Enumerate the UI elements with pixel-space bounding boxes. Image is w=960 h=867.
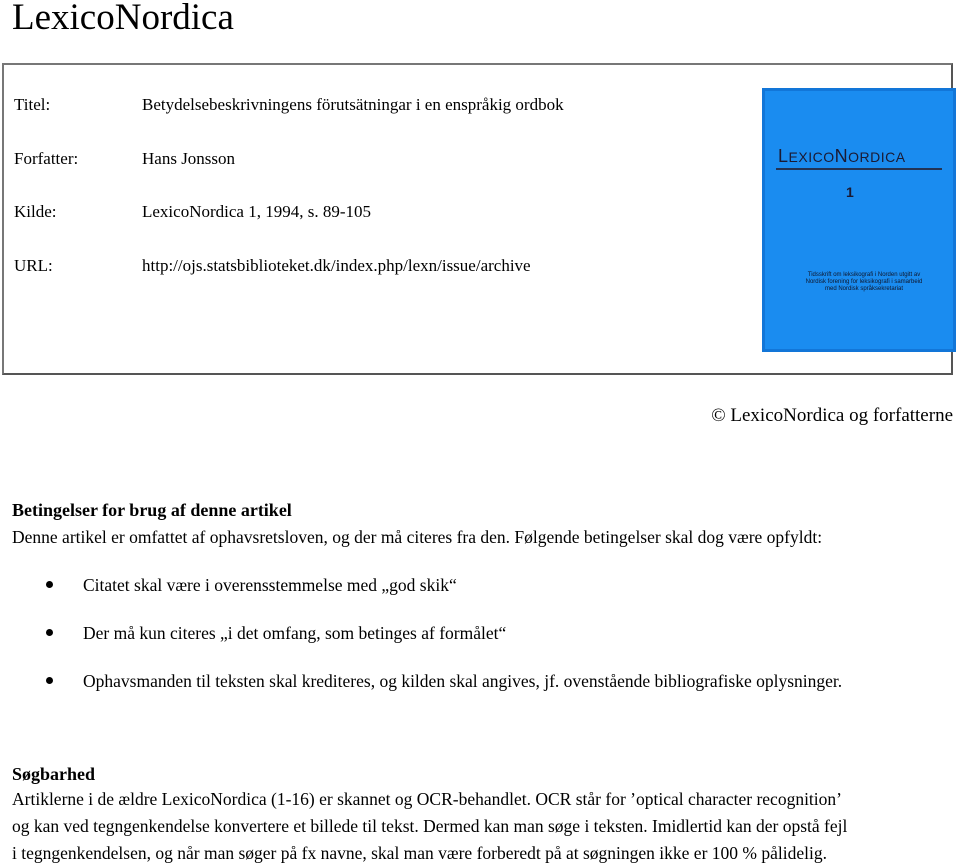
search-heading: Søgbarhed <box>12 764 96 784</box>
terms-heading: Betingelser for brug af denne artikel <box>12 500 292 520</box>
search-line: og kan ved tegngenkendelse konvertere et billede til tekst. Dermed kan man søge i teksten. Imidlertid kan der opstå fejl <box>12 816 848 836</box>
cover-title: LEXICONORDICA <box>778 146 906 166</box>
metadata-value: Hans Jonsson <box>142 149 236 168</box>
metadata-value: LexicoNordica 1, 1994, s. 89-105 <box>142 202 371 221</box>
journal-cover-image <box>762 88 956 352</box>
metadata-label: Forfatter: <box>14 149 79 168</box>
bullet-icon <box>46 581 53 588</box>
metadata-label: URL: <box>14 256 53 275</box>
metadata-url-link[interactable]: http://ojs.statsbiblioteket.dk/index.php/lexn/issue/archive <box>142 256 531 275</box>
search-line: i tegngenkendelsen, og når man søger på fx navne, skal man være forberedt på at søgningen ikke er 100 % pålidelig. <box>12 843 827 863</box>
search-line: Artiklerne i de ældre LexicoNordica (1-16) er skannet og OCR-behandlet. OCR står for ’optical character recognition’ <box>12 789 842 809</box>
metadata-label: Kilde: <box>14 202 57 221</box>
bullet-icon <box>46 629 53 636</box>
site-title: LexicoNordica <box>12 0 234 38</box>
cover-rule <box>776 168 942 170</box>
cover-subtitle: Tidsskrift om leksikografi i Norden utgitt av Nordisk forening for leksikografi i samarbeid med Nordisk språksekretariat <box>805 272 923 292</box>
cover-issue-number: 1 <box>846 184 854 200</box>
copyright-notice: © LexicoNordica og forfatterne <box>711 405 953 426</box>
metadata-value: Betydelsebeskrivningens förutsätningar i en enspråkig ordbok <box>142 95 564 114</box>
metadata-label: Titel: <box>14 95 51 114</box>
terms-intro: Denne artikel er omfattet af ophavsretsloven, og der må citeres fra den. Følgende betingelser skal dog være opfyldt: <box>12 527 823 547</box>
bullet-icon <box>46 677 53 684</box>
